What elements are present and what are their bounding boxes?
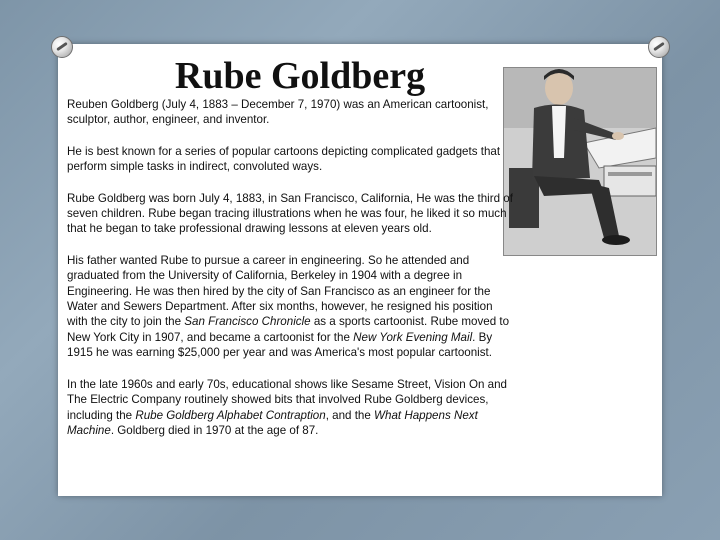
thumbtack-icon [648,36,670,58]
biography-text [67,97,513,454]
slide-title: Rube Goldberg [174,55,426,97]
text-run: In the late 1960s and early 70s, educational shows like Sesame Street, Vision On and The Electric Company routinely showed bits that involved Rube Goldberg devices, including the [67,377,507,422]
text-run: . By 1915 he was earning $25,000 per year and was America's most popular cartoonist. [67,330,493,360]
text-run: Reuben Goldberg (July 4, 1883 – December 7, 1970) was an American cartoonist, sculptor, author, engineer, and inventor. [67,98,489,127]
italic-title: San Francisco Chronicle [184,315,311,329]
text-run: His father wanted Rube to pursue a career in engineering. So he attended and graduated from the University of California, Berkeley in 1904 with a degree in Engineering. He was then hired by the city of San Francisco as an engineer for the Water and Sewers Department. After six months, however, he resigned his position with the city to join the [67,253,493,329]
paragraph [67,144,513,175]
italic-title: Rube Goldberg Alphabet Contraption [135,408,326,422]
italic-title: What Happens Next Machine [67,408,478,437]
text-run: , and the [325,408,375,422]
italic-title: New York Evening Mail [353,330,473,344]
paragraph [67,253,513,361]
portrait-photo [503,67,657,256]
paragraph [67,377,513,439]
text-run: Rube Goldberg was born July 4, 1883, in San Francisco, California, He was the third of seven children. Rube began tracing illustrations when he was four, he liked it so much that he began to take professional drawing lessons at eleven years old. [67,191,513,236]
paragraph [67,191,513,237]
text-run: He is best known for a series of popular cartoons depicting complicated gadgets that perform simple tasks in indirect, convoluted ways. [67,144,501,174]
text-run: . Goldberg died in 1970 at the age of 87. [110,423,319,437]
paragraph [67,97,513,128]
text-run: as a sports cartoonist. Rube moved to New York City in 1907, and became a cartoonist for the [67,315,510,344]
cartoonist-at-desk-image [504,68,656,255]
